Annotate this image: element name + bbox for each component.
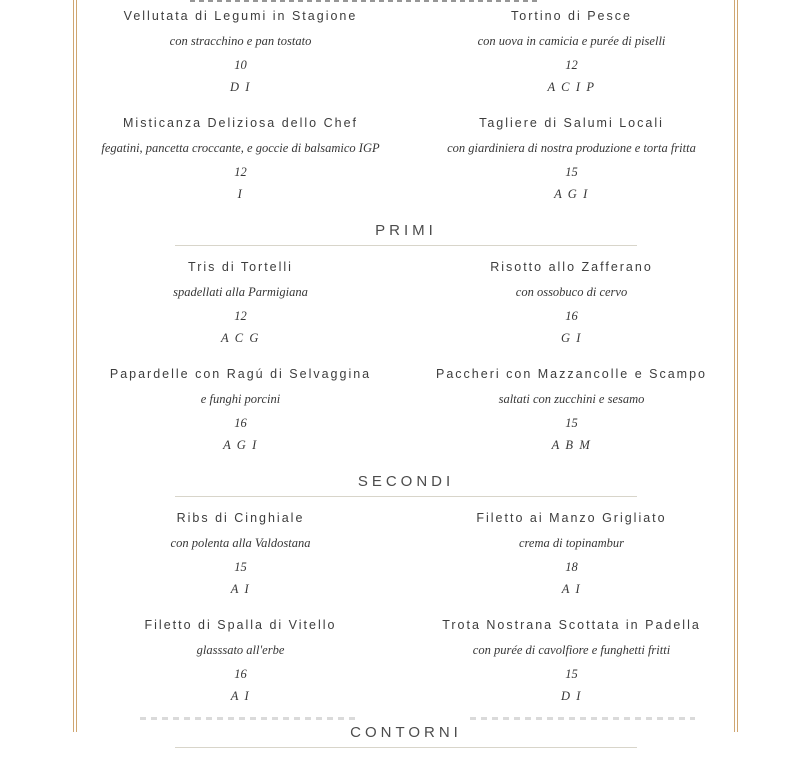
section-heading-primi: PRIMI — [375, 222, 437, 239]
section-divider — [175, 245, 637, 246]
section-heading-contorni: CONTORNI — [350, 724, 462, 741]
dish-description: e funghi porcini — [200, 392, 281, 406]
dish-price: 10 — [234, 58, 247, 72]
dish-allergens: G I — [560, 331, 583, 345]
dish-allergens: A G I — [554, 187, 589, 201]
menu-item — [75, 617, 406, 704]
dish-name: Vellutata di Legumi in Stagione — [123, 9, 358, 23]
dish-allergens: A C I P — [547, 80, 596, 94]
clipped-text-top — [190, 0, 540, 2]
dish-price: 18 — [565, 560, 578, 574]
dish-description: saltati con zucchini e sesamo — [498, 392, 645, 406]
clipped-text-bottom-left — [140, 717, 355, 720]
section-primi — [75, 222, 737, 453]
dish-name: Tortino di Pesce — [511, 9, 632, 23]
section-heading-secondi: SECONDI — [357, 473, 455, 490]
dish-description: con polenta alla Valdostana — [170, 536, 311, 550]
menu-row — [75, 510, 737, 597]
dish-name: Papardelle con Ragú di Selvaggina — [109, 367, 372, 381]
dish-price: 15 — [565, 667, 578, 681]
dish-description: con purée di cavolfiore e funghetti fritti — [472, 643, 671, 657]
dish-price: 16 — [234, 667, 247, 681]
dish-name: Tagliere di Salumi Locali — [479, 116, 664, 130]
menu-row — [75, 115, 737, 202]
section-antipasti-partial — [75, 8, 737, 202]
dish-allergens: A I — [230, 582, 251, 596]
dish-price: 16 — [565, 309, 578, 323]
dish-allergens: A C G — [220, 331, 261, 345]
dish-allergens: D I — [560, 689, 583, 703]
dish-name: Filetto di Spalla di Vitello — [144, 618, 337, 632]
section-divider — [175, 747, 637, 748]
dish-name: Trota Nostrana Scottata in Padella — [442, 618, 701, 632]
section-contorni — [75, 724, 737, 748]
dish-name: Paccheri con Mazzancolle e Scampo — [436, 367, 707, 381]
menu-row — [75, 366, 737, 453]
menu-item — [406, 510, 737, 597]
dish-name: Misticanza Deliziosa dello Chef — [123, 116, 358, 130]
dish-price: 12 — [234, 309, 247, 323]
menu-row — [75, 8, 737, 95]
dish-name: Risotto allo Zafferano — [490, 260, 653, 274]
menu-content — [75, 8, 737, 761]
dish-allergens: I — [237, 187, 244, 201]
dish-description: glasssato all'erbe — [196, 643, 285, 657]
clipped-text-bottom-right — [470, 717, 695, 720]
dish-allergens: A B M — [551, 438, 592, 452]
menu-row — [75, 617, 737, 704]
dish-description: con ossobuco di cervo — [515, 285, 628, 299]
dish-name: Ribs di Cinghiale — [176, 511, 305, 525]
menu-item — [406, 8, 737, 95]
menu-item — [406, 617, 737, 704]
dish-name: Tris di Tortelli — [188, 260, 293, 274]
menu-item — [406, 259, 737, 346]
dish-price: 16 — [234, 416, 247, 430]
menu-item — [75, 366, 406, 453]
section-divider — [175, 496, 637, 497]
dish-price: 12 — [565, 58, 578, 72]
dish-description: fegatini, pancetta croccante, e goccie di balsamico IGP — [101, 141, 380, 155]
dish-allergens: A G I — [223, 438, 258, 452]
dish-description: con uova in camicia e purée di piselli — [477, 34, 666, 48]
menu-item — [75, 115, 406, 202]
dish-description: spadellati alla Parmigiana — [173, 285, 308, 299]
dish-allergens: A I — [561, 582, 582, 596]
dish-description: crema di topinambur — [518, 536, 625, 550]
menu-item — [75, 259, 406, 346]
menu-item — [406, 115, 737, 202]
dish-allergens: D I — [229, 80, 252, 94]
dish-price: 15 — [234, 560, 247, 574]
section-secondi — [75, 473, 737, 704]
dish-price: 15 — [565, 416, 578, 430]
menu-item — [406, 366, 737, 453]
menu-item — [75, 510, 406, 597]
dish-name: Filetto ai Manzo Grigliato — [476, 511, 667, 525]
dish-description: con giardiniera di nostra produzione e torta fritta — [447, 141, 696, 155]
menu-item — [75, 8, 406, 95]
dish-price: 15 — [565, 165, 578, 179]
dish-price: 12 — [234, 165, 247, 179]
dish-allergens: A I — [230, 689, 251, 703]
menu-row — [75, 259, 737, 346]
dish-description: con stracchino e pan tostato — [169, 34, 312, 48]
